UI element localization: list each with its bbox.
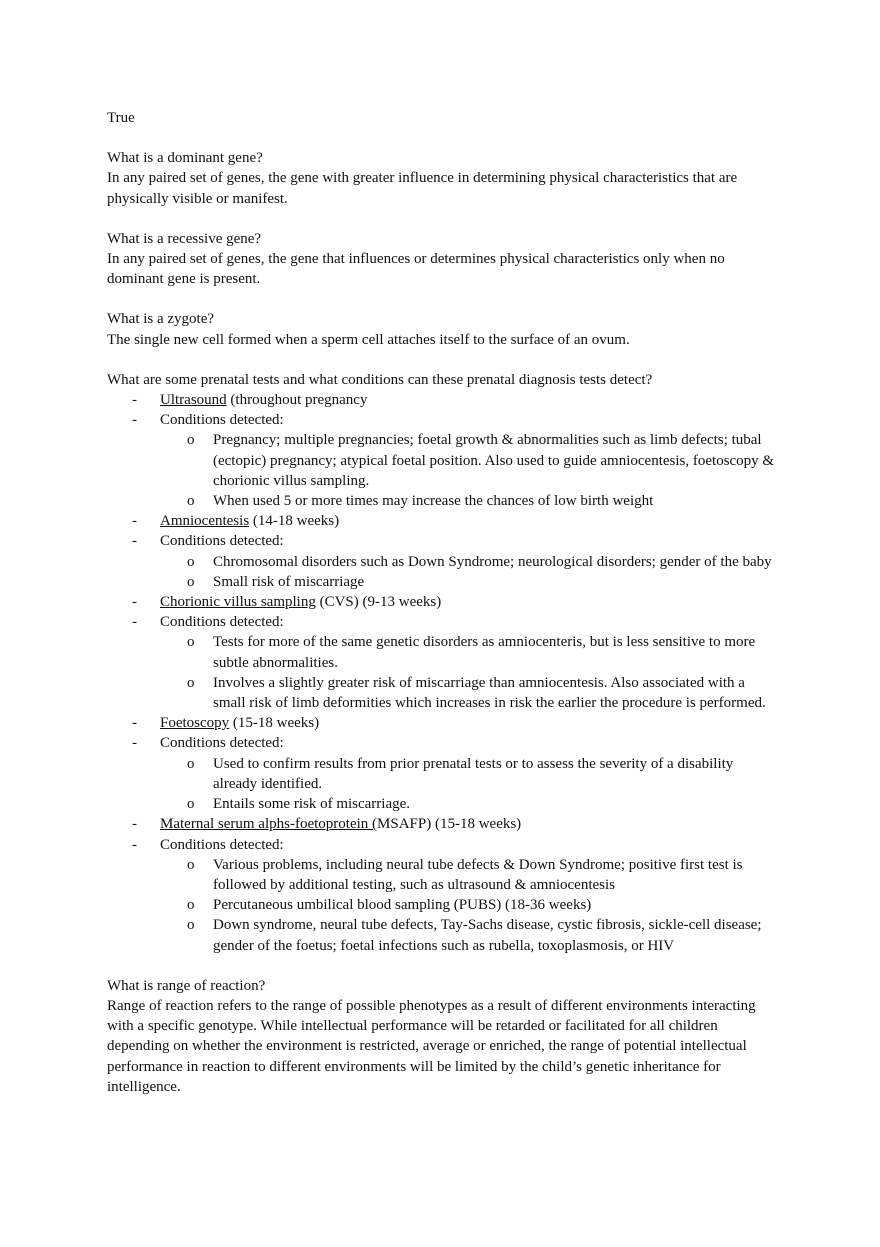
condition-text: Tests for more of the same genetic disorders as amniocenteris, but is less sensitive to more subtle abnormalities. <box>213 634 756 671</box>
test-msafp <box>107 814 777 834</box>
conditions-label: Conditions detected: <box>160 614 284 631</box>
condition-text: Small risk of miscarriage <box>213 573 365 590</box>
condition-item <box>107 895 777 915</box>
bullet-marker: o <box>187 897 195 914</box>
question-prenatal: What are some prenatal tests and what conditions can these prenatal diagnosis tests detect? <box>107 371 653 388</box>
conditions-label: Conditions detected: <box>160 533 284 550</box>
condition-item <box>107 572 777 592</box>
dash-marker: - <box>132 412 137 429</box>
spacer <box>107 289 777 309</box>
bullet-marker: o <box>187 573 195 590</box>
condition-item <box>107 552 777 572</box>
conditions-heading <box>107 410 777 430</box>
test-timing: MSAFP) (15-18 weeks) <box>377 816 522 833</box>
conditions-heading <box>107 612 777 632</box>
condition-item <box>107 754 777 794</box>
dash-marker: - <box>132 816 137 833</box>
condition-item <box>107 915 777 955</box>
test-name-cvs: Chorionic villus sampling <box>160 594 316 611</box>
test-cvs <box>107 592 777 612</box>
condition-text: Chromosomal disorders such as Down Syndrome; neurological disorders; gender of the baby <box>213 553 772 570</box>
dash-marker: - <box>132 513 137 530</box>
test-amniocentesis <box>107 511 777 531</box>
test-name-amniocentesis: Amniocentesis <box>160 513 250 530</box>
question-zygote: What is a zygote? <box>107 311 215 328</box>
test-name-ultrasound: Ultrasound <box>160 392 227 409</box>
test-timing: (14-18 weeks) <box>249 513 340 530</box>
condition-text: Percutaneous umbilical blood sampling (PUBS) (18-36 weeks) <box>213 897 592 914</box>
condition-text: Used to confirm results from prior prenatal tests or to assess the severity of a disability already identified. <box>213 755 734 792</box>
document-body <box>107 108 777 1097</box>
bullet-marker: o <box>187 432 195 449</box>
test-name-msafp: Maternal serum alphs-foetoprotein ( <box>160 816 378 833</box>
test-timing: (15-18 weeks) <box>229 715 320 732</box>
answer-dominant: In any paired set of genes, the gene with greater influence in determining physical characteristics that are physically visible or manifest. <box>107 170 738 207</box>
condition-item <box>107 673 777 713</box>
bullet-marker: o <box>187 755 195 772</box>
test-timing: (CVS) (9-13 weeks) <box>315 594 442 611</box>
test-ultrasound <box>107 390 777 410</box>
condition-item <box>107 430 777 491</box>
dash-marker: - <box>132 533 137 550</box>
bullet-marker: o <box>187 674 195 691</box>
spacer <box>107 956 777 976</box>
question-range: What is range of reaction? <box>107 977 266 994</box>
condition-item <box>107 794 777 814</box>
dash-marker: - <box>132 614 137 631</box>
condition-text: Various problems, including neural tube defects & Down Syndrome; positive first test is followed by additional testing, such as ultrasound & amniocentesis <box>213 856 743 893</box>
conditions-label: Conditions detected: <box>160 735 284 752</box>
condition-text: Involves a slightly greater risk of miscarriage than amniocentesis. Also associated with a small risk of limb deformities which increases in risk the earlier the procedure is performed. <box>213 674 766 712</box>
condition-text: Entails some risk of miscarriage. <box>213 796 411 813</box>
dash-marker: - <box>132 735 137 752</box>
dash-marker: - <box>132 836 137 853</box>
dash-marker: - <box>132 392 137 409</box>
condition-item <box>107 855 777 895</box>
intro-text: True <box>107 110 135 126</box>
conditions-heading <box>107 835 777 855</box>
test-foetoscopy <box>107 713 777 733</box>
condition-text: Pregnancy; multiple pregnancies; foetal growth & abnormalities such as limb defects; tubal (ectopic) pregnancy; atypical foetal position. Also used to guide amniocentesis, foetoscopy & chorionic villus sampling. <box>213 432 775 489</box>
answer-zygote: The single new cell formed when a sperm cell attaches itself to the surface of an ovum. <box>107 331 630 348</box>
conditions-heading <box>107 733 777 753</box>
bullet-marker: o <box>187 796 195 813</box>
condition-text: When used 5 or more times may increase the chances of low birth weight <box>213 493 654 510</box>
spacer <box>107 128 777 148</box>
dash-marker: - <box>132 594 137 611</box>
bullet-marker: o <box>187 634 195 651</box>
dash-marker: - <box>132 715 137 732</box>
answer-recessive: In any paired set of genes, the gene that influences or determines physical characteristics only when no dominant gene is present. <box>107 251 725 288</box>
question-dominant: What is a dominant gene? <box>107 150 263 167</box>
bullet-marker: o <box>187 856 195 873</box>
test-timing: (throughout pregnancy <box>226 392 368 409</box>
condition-item <box>107 491 777 511</box>
spacer <box>107 209 777 229</box>
bullet-marker: o <box>187 493 195 510</box>
answer-range: Range of reaction refers to the range of possible phenotypes as a result of different environments interacting with a specific genotype. While intellectual performance will be retarded or facilitated for all children depending on whether the environment is restricted, average or enriched, the range of potential intellectual performance in reaction to different environments will be limited by the child’s genetic inheritance for intelligence. <box>107 997 756 1095</box>
condition-item <box>107 632 777 672</box>
conditions-label: Conditions detected: <box>160 836 284 853</box>
spacer <box>107 350 777 370</box>
conditions-label: Conditions detected: <box>160 412 284 429</box>
test-name-foetoscopy: Foetoscopy <box>160 715 230 732</box>
bullet-marker: o <box>187 917 195 934</box>
condition-text: Down syndrome, neural tube defects, Tay-Sachs disease, cystic fibrosis, sickle-cell disease; gender of the foetus; foetal infections such as rubella, toxoplasmosis, or HIV <box>213 917 762 954</box>
conditions-heading <box>107 531 777 551</box>
bullet-marker: o <box>187 553 195 570</box>
question-recessive: What is a recessive gene? <box>107 230 262 247</box>
